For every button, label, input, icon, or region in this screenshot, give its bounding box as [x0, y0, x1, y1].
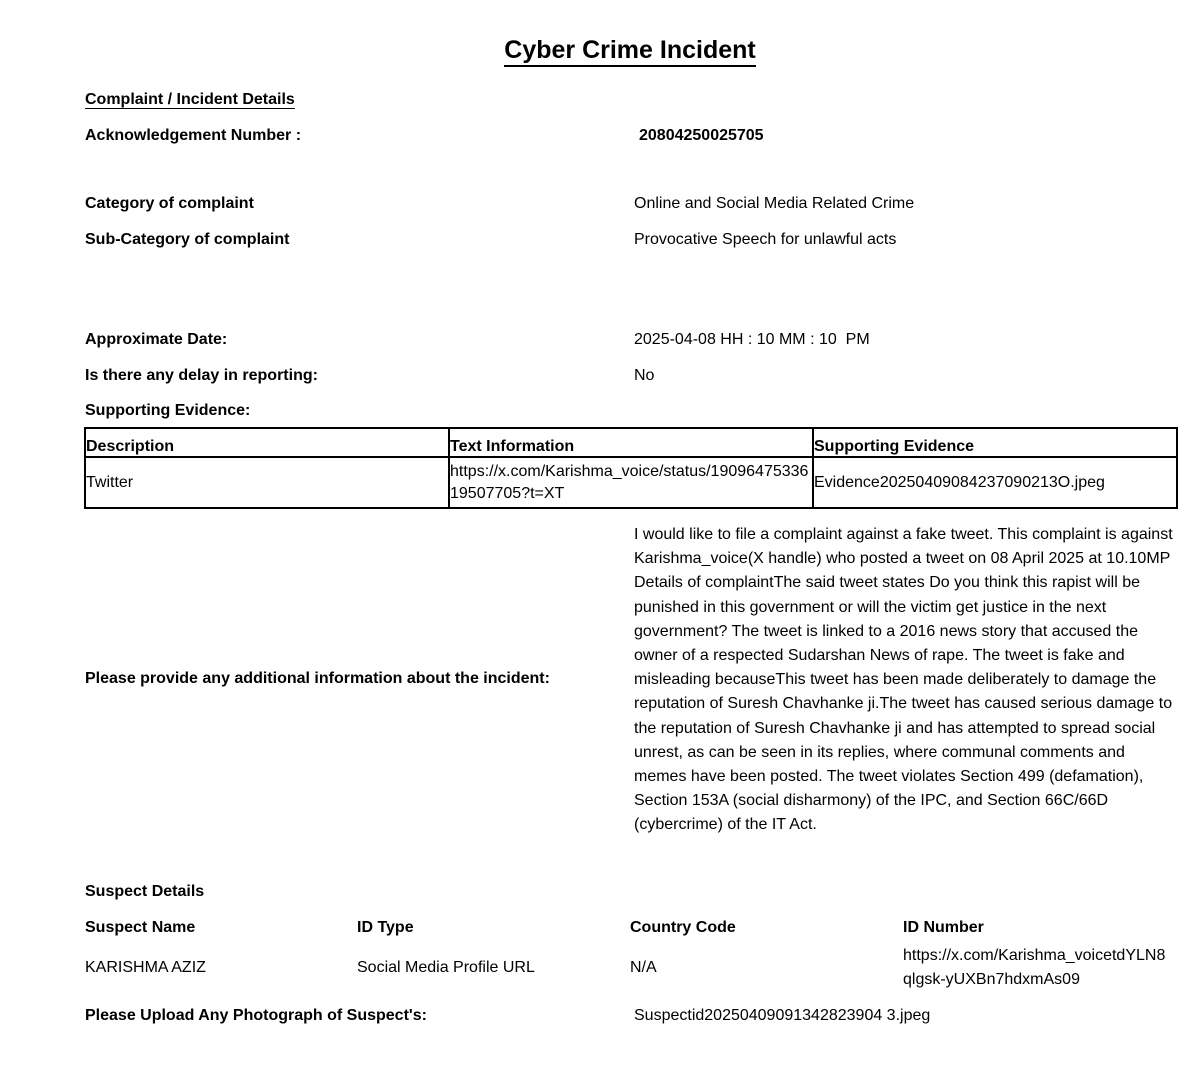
evidence-description-cell: Twitter: [85, 457, 449, 508]
table-row: [85, 457, 1177, 508]
date-value: 2025-04-08 HH : 10 MM : 10 PM: [634, 331, 870, 348]
evidence-url-cell[interactable]: https://x.com/Karishma_voice/status/1909647533619507705?t=XT: [449, 457, 813, 508]
suspect-name-value: KARISHMA AZIZ: [85, 959, 206, 976]
category-label: Category of complaint: [85, 195, 254, 212]
suspect-country-code-value: N/A: [630, 959, 657, 976]
suspect-id-number-line1[interactable]: https://x.com/Karishma_voicetdYLN8: [903, 947, 1166, 964]
suspect-header-id-type: ID Type: [357, 919, 414, 936]
delay-value: No: [634, 367, 655, 384]
ack-label: Acknowledgement Number :: [85, 127, 302, 144]
subcategory-value: Provocative Speech for unlawful acts: [634, 231, 897, 248]
suspect-photo-label: Please Upload Any Photograph of Suspect's:: [85, 1007, 427, 1024]
suspect-header-id-number: ID Number: [903, 919, 984, 936]
suspect-id-number-line2: qlgsk-yUXBn7hdxmAs09: [903, 971, 1080, 988]
additional-info-label: Please provide any additional information about the incident:: [85, 670, 550, 687]
page-title-text: Cyber Crime Incident: [504, 36, 755, 67]
section-heading-text: Complaint / Incident Details: [85, 91, 295, 108]
evidence-table: [84, 427, 1178, 509]
evidence-header-supporting-evidence: Supporting Evidence: [813, 428, 1177, 457]
category-value: Online and Social Media Related Crime: [634, 195, 915, 212]
section-heading: [85, 91, 295, 109]
evidence-table-header-row: [85, 428, 1177, 457]
additional-info-text: I would like to file a complaint against a fake tweet. This complaint is against Karishma_voice(X handle) who posted a tweet on 08 April 2025 at 10.10MP Details of complaintThe said tweet states Do you think this rapist will be punished in this government or will the victim get justice in the next government? The tweet is linked to a 2016 news story that accused the owner of a respected Sudarshan News of rape. The tweet is fake and misleading becauseThis tweet has been made deliberately to damage the reputation of Suresh Chavhanke ji.The tweet has caused serious damage to the reputation of Suresh Chavhanke ji and has attempted to spread social unrest, as can be seen in its replies, where communal comments and memes have been posted. The tweet violates Section 499 (defamation), Section 153A (social disharmony) of the IPC, and Section 66C/66D (cybercrime) of the IT Act.: [634, 526, 1173, 834]
suspect-header-name: Suspect Name: [85, 919, 196, 936]
suspect-photo-value: Suspectid20250409091342823904 3.jpeg: [634, 1007, 931, 1024]
subcategory-label: Sub-Category of complaint: [85, 231, 290, 248]
evidence-file-cell: Evidence20250409084237090213O.jpeg: [813, 457, 1177, 508]
page-title: [0, 36, 1200, 65]
ack-value: 20804250025705: [639, 127, 764, 144]
delay-label: Is there any delay in reporting:: [85, 367, 318, 384]
evidence-header-text-information: Text Information: [449, 428, 813, 457]
date-label: Approximate Date:: [85, 331, 228, 348]
supporting-evidence-label: Supporting Evidence:: [85, 402, 251, 419]
suspect-id-type-value: Social Media Profile URL: [357, 959, 535, 976]
suspect-header-country-code: Country Code: [630, 919, 736, 936]
suspect-details-heading: Suspect Details: [85, 883, 205, 900]
evidence-header-description: Description: [85, 428, 449, 457]
